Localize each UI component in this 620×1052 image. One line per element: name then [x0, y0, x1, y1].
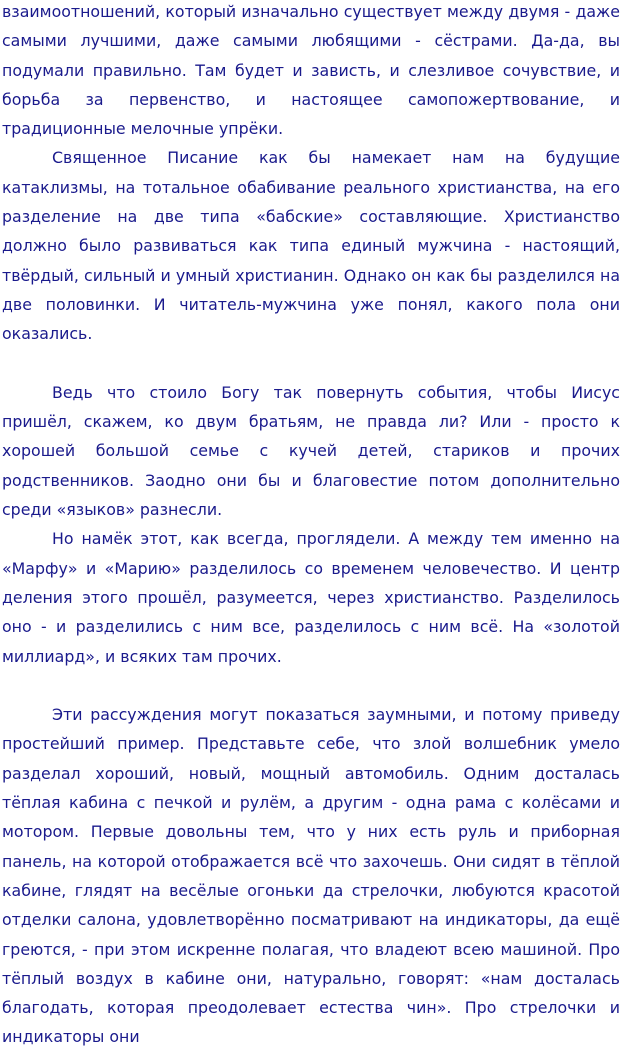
paragraph-1: взаимоотношений, который изначально существует между двумя - даже самыми лучшими, даже самыми любящими - сёстрами. Да-да, вы подумали правильно. Там будет и зависть, и слезливое сочувствие, и борьба за первенство, и настоящее самопожертвование, и традиционные мелочные упрёки. [2, 2, 620, 139]
paragraph-2: Священное Писание как бы намекает нам на будущие катаклизмы, на тотальное обабивание реального христианства, на его разделение на две типа «бабские» составляющие. Христианство должно было развиваться как типа единый мужчина - настоящий, твёрдый, сильный и умный христианин. Однако он как бы разделился на две половинки. И читатель-мужчина уже понял, какого пола они оказались. [2, 148, 620, 344]
document-text [2, 0, 620, 1052]
paragraph-5: Эти рассуждения могут показаться заумными, и потому приведу простейший пример. Представьте себе, что злой волшебник умело разделал хороший, новый, мощный автомобиль. Одним досталась тёплая кабина с печкой и рулём, а другим - одна рама с колёсами и мотором. Первые довольны тем, что у них есть руль и приборная панель, на которой отображается всё что захочешь. Они сидят в тёплой кабине, глядят на весёлые огоньки да стрелочки, любуются красотой отделки салона, удовлетворённо посматривают на индикаторы, да ещё греются, - при этом искренне полагая, что владеют всею машиной. Про тёплый воздух в кабине они, натурально, говорят: «нам досталась благодать, которая преодолевает естества чин». Про стрелочки и индикаторы они [2, 705, 620, 1047]
paragraph-3: Ведь что стоило Богу так повернуть события, чтобы Иисус пришёл, скажем, ко двум братьям, не правда ли? Или - просто к хорошей большой семье с кучей детей, стариков и прочих родственников. Заодно они бы и благовестие потом дополнительно среди «языков» разнесли. [2, 382, 620, 520]
paragraph-4: Но намёк этот, как всегда, проглядели. А между тем именно на «Марфу» и «Марию» разделилось со временем человечество. И центр деления этого прошёл, разумеется, через христианство. Разделилось оно - и разделились с ним все, разделилось с ним всё. На «золотой миллиард», и всяких там прочих. [2, 529, 620, 666]
